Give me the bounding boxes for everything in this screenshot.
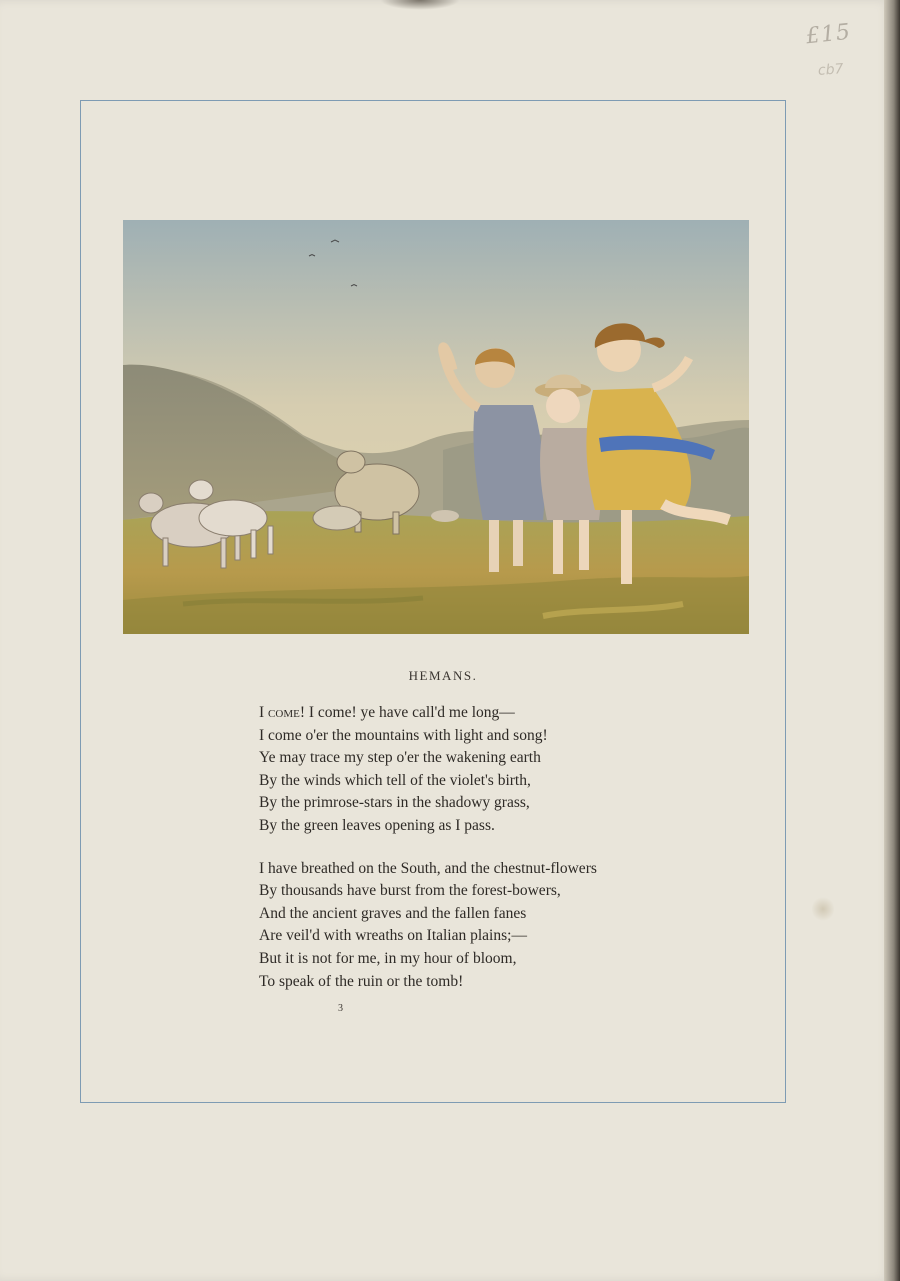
foxing-spot [812, 896, 834, 922]
poem-line: But it is not for me, in my hour of bloom, [259, 949, 517, 967]
poem-line: By the primrose-stars in the shadowy grass, [259, 794, 530, 812]
pencil-code-note: cb7 [817, 61, 845, 79]
poem-line: To speak of the ruin or the tomb! [259, 972, 464, 990]
poem-line: I come o'er the mountains with light and song! [259, 726, 548, 744]
poem-line: Ye may trace my step o'er the wakening earth [259, 749, 541, 767]
author-caption: HEMANS. [408, 668, 478, 683]
poem-stanza-2 [259, 858, 597, 994]
clip-shadow [380, 0, 460, 10]
book-edge-shadow [884, 0, 900, 1281]
page-number: 3 [338, 1003, 343, 1014]
poem-text [259, 702, 597, 993]
illustration-plate [123, 220, 749, 634]
poem-stanza-1 [259, 702, 597, 838]
poem-line: By the winds which tell of the violet's birth, [259, 771, 531, 789]
poem-line: I come! I come! ye have call'd me long— [259, 704, 515, 721]
poem-line: I have breathed on the South, and the chestnut-flowers [259, 859, 597, 877]
poem-line: Are veil'd with wreaths on Italian plains;— [259, 927, 527, 945]
poem-line: And the ancient graves and the fallen fanes [259, 904, 527, 922]
poem-line: By thousands have burst from the forest-bowers, [259, 882, 561, 900]
poem-line: By the green leaves opening as I pass. [259, 816, 495, 834]
pencil-price-note: £15 [804, 19, 853, 50]
